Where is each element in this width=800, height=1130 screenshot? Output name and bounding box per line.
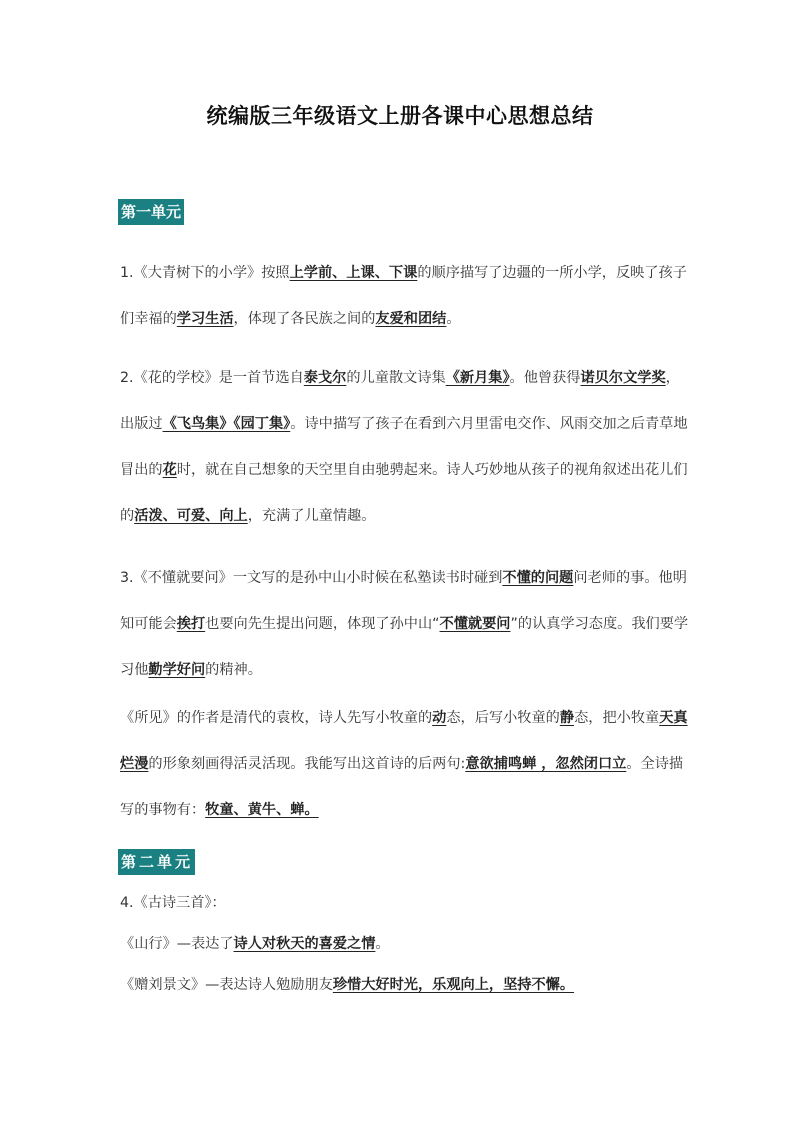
key-term: 牧童、黄牛、蝉。 [205, 802, 319, 818]
text-span: 。他曾获得 [509, 370, 581, 386]
key-term: 《新月集》 [445, 370, 510, 386]
text-span: 问老师的事。他明知可能会 [120, 570, 687, 632]
text-span: 时，就在自己想象的天空里自由驰骋起来。诗人巧妙地从孩子的视角叙述出花儿们的 [120, 462, 688, 524]
poem-shanxing-line [120, 929, 700, 959]
text-span: 《所见》的作者是清代的袁枚，诗人先写小牧童的 [120, 710, 433, 726]
page-title: 统编版三年级语文上册各课中心思想总结 [206, 103, 594, 128]
lesson-2-paragraph [120, 355, 690, 539]
text-span: ，体现了各民族之间的 [233, 311, 376, 327]
text-span: 的形象刻画得活灵活现。我能写出这首诗的后两句: [148, 756, 466, 772]
lesson-4-heading [120, 888, 700, 918]
text-span: 的精神。 [205, 662, 262, 678]
key-term: 诺贝尔文学奖 [580, 370, 666, 386]
key-term: 《飞鸟集》《园丁集》 [162, 416, 291, 432]
lesson-3-paragraph [120, 555, 690, 693]
text-span: 3.《不懂就要问》一文写的是孙中山小时候在私塾读书时碰到 [120, 570, 503, 586]
text-span: 。 [446, 311, 461, 327]
text-span: 。诗中描写了孩子在看到六月里雷电交作、风雨交加之后青草地冒出的 [120, 416, 688, 478]
text-span: 的顺序描写了边疆的一所小学，反映了孩子们幸福的 [120, 265, 687, 327]
key-term: 友爱和团结 [375, 311, 447, 327]
key-term: 挨打 [176, 616, 206, 632]
text-span: 《赠刘景文》—表达诗人勉励朋友 [120, 977, 333, 993]
key-term: 不懂的问题 [502, 570, 574, 586]
text-span: ，充满了儿童情趣。 [247, 508, 376, 524]
text-span: 4.《古诗三首》： [120, 895, 226, 911]
text-span: ，出版过 [120, 370, 680, 432]
text-span: 2.《花的学校》是一首节选自 [120, 370, 304, 386]
key-term: 动 [432, 710, 447, 726]
key-term: 静 [559, 710, 575, 726]
text-span: 也要向先生提出问题，体现了孙中山“ [205, 616, 440, 632]
key-term: 天真烂漫 [120, 710, 688, 772]
text-span: 态，后写小牧童的 [446, 710, 560, 726]
poem-zengliujingwen-line [120, 970, 700, 1000]
key-term: 不懂就要问 [439, 616, 511, 632]
key-term: 泰戈尔 [303, 370, 347, 386]
text-span: 1.《大青树下的小学》按照 [120, 265, 290, 281]
text-span: 态，把小牧童 [574, 710, 660, 726]
key-term: 意欲捕鸣蝉 ，忽然闭口立 [465, 756, 627, 772]
key-term: 诗人对秋天的喜爱之情 [233, 936, 376, 952]
unit-2-label: 第二单元 [118, 849, 195, 875]
text-span: 《山行》—表达了 [120, 936, 234, 952]
key-term: 学习生活 [176, 311, 234, 327]
key-term: 活泼、可爱、向上 [134, 508, 248, 524]
text-span: 。 [375, 936, 390, 952]
poem-suojian-paragraph [120, 695, 690, 833]
text-span: ”的认真学习态度。我们要学习他 [120, 616, 689, 678]
text-span: 。全诗描写的事物有： [120, 756, 684, 818]
key-term: 上学前、上课、下课 [289, 265, 418, 281]
key-term: 勤学好问 [148, 662, 206, 678]
text-span: 的儿童散文诗集 [346, 370, 446, 386]
unit-1-label: 第一单元 [118, 199, 184, 225]
key-term: 珍惜大好时光，乐观向上，坚持不懈。 [332, 977, 575, 993]
lesson-1-paragraph [120, 250, 690, 342]
key-term: 花 [162, 462, 177, 478]
